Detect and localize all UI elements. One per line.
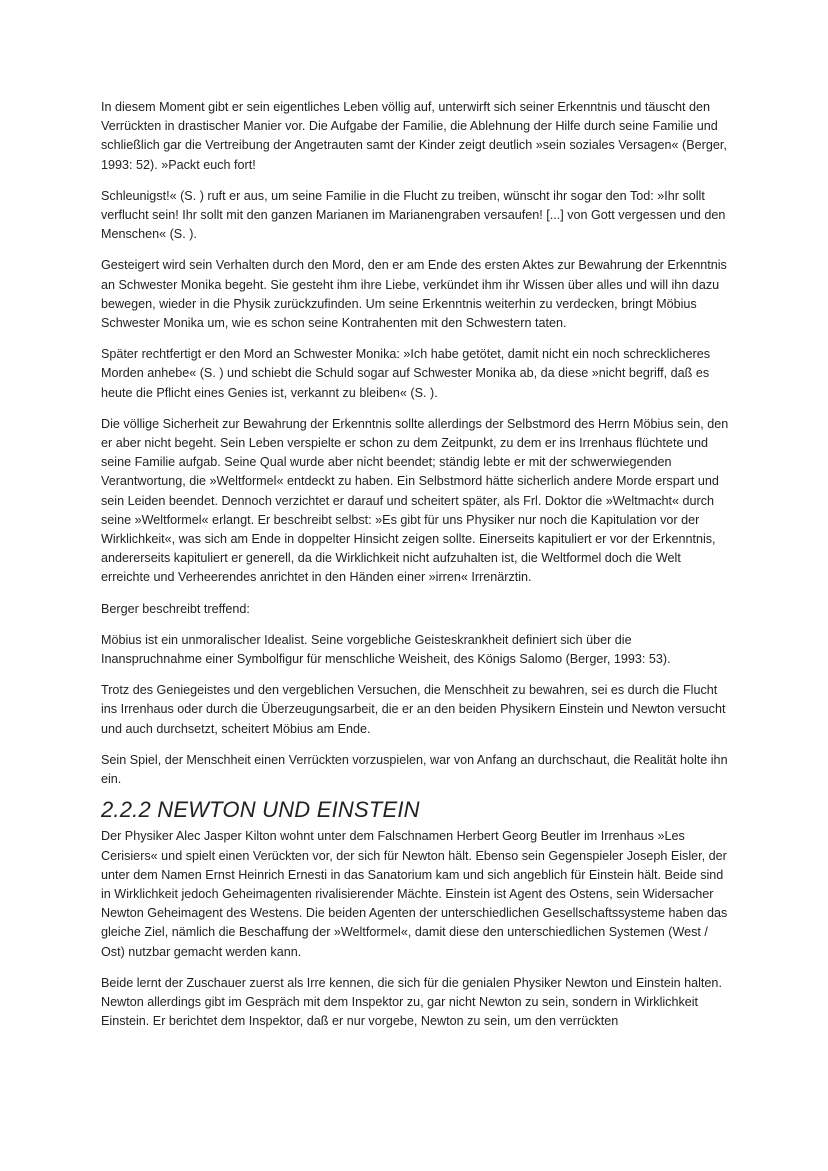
paragraph-6: Berger beschreibt treffend: [101, 601, 250, 616]
section-paragraph-1: Der Physiker Alec Jasper Kilton wohnt unter dem Falschnamen Herbert Georg Beutler im Irrenhaus »Les Cerisiers« und spielt einen Verückten vor, der sich für Newton hält. Ebenso sein Gegenspieler Joseph Eisler, der unter dem Namen Ernst Heinrich Ernesti in das Sanatorium kam und sich angeblich für Einstein hält. Beide sind in Wirklichkeit jedoch Geheimagenten rivalisierender Mächte. Einstein ist Agent des Ostens, sein Widersacher Newton Geheimagent des Westens. Die beiden Agenten der unterschiedlichen Gesellschaftssysteme haben das gleiche Ziel, nämlich die Beschaffung der »Weltformel«, damit diese den unterschiedlichen Systemen (West / Ost) nutzbar gemacht werden kann. [101, 829, 728, 959]
paragraph-5: Die völlige Sicherheit zur Bewahrung der Erkenntnis sollte allerdings der Selbstmord des Herrn Möbius sein, den er aber nicht begeht. Sein Leben verspielte er schon zu dem Zeitpunkt, zu dem er ins Irrenhaus flüchtete und seine Familie aufgab. Seine Qual wurde aber nicht beendet; ständig lebte er mit der schwerwiegenden Verantwortung, die »Weltformel« entdeckt zu haben. Ein Selbstmord hätte sicherlich andere Morde erspart und sein Leiden beendet. Dennoch verzichtet er darauf und scheitert später, als Frl. Doktor die »Weltmacht« durch seine »Weltformel« erlangt. Er beschreibt selbst: »Es gibt für uns Physiker nur noch die Kapitulation vor der Wirklichkeit«, was sich am Ende in doppelter Hinsicht zeigen sollte. Einerseits kapituliert er vor der Erkenntnis, andererseits kapituliert er generell, da die Wirklichkeit nicht aufzuhalten ist, die Weltformel doch die Welt erreichte und Verheerendes anrichtet in den Händen einer »irren« Irrenärztin. [101, 416, 729, 585]
paragraph-2: Schleunigst!« (S. ) ruft er aus, um seine Familie in die Flucht zu treiben, wünscht ihr sogar den Tod: »Ihr sollt verflucht sein! Ihr sollt mit den ganzen Marianen im Marianengraben versaufen! [...] von Gott vergessen und den Menschen« (S. ). [101, 188, 726, 242]
section-paragraph-2: Beide lernt der Zuschauer zuerst als Irre kennen, die sich für die genialen Physiker Newton und Einstein halten. Newton allerdings gibt im Gespräch mit dem Inspektor zu, gar nicht Newton zu sein, sondern in Wirklichkeit Einstein. Er berichtet dem Inspektor, daß er nur vorgebe, Newton zu sein, um den verrückten [101, 975, 722, 1029]
quote-paragraph: Möbius ist ein unmoralischer Idealist. Seine vorgebliche Geisteskrankheit definiert sich über die Inanspruchnahme einer Symbolfigur für menschliche Weisheit, des Königs Salomo (Berger, 1993: 53). [101, 632, 671, 667]
paragraph-8: Trotz des Geniegeistes und den vergeblichen Versuchen, die Menschheit zu bewahren, sei es durch die Flucht ins Irrenhaus oder durch die Überzeugungsarbeit, die er an den beiden Physikern Einstein und Newton versucht und auch durchsetzt, scheitert Möbius am Ende. [101, 683, 726, 736]
paragraph-4: Später rechtfertigt er den Mord an Schwester Monika: »Ich habe getötet, damit nicht ein noch schrecklicheres Morden anhebe« (S. ) und schiebt die Schuld sogar auf Schwester Monika ab, da diese »nicht begriff, daß es heute die Pflicht eines Genies ist, verkannt zu bleiben« (S. ). [101, 347, 711, 400]
section-heading: 2.2.2 NEWTON UND EINSTEIN [101, 797, 420, 823]
document-page [101, 98, 731, 1043]
paragraph-3: Gesteigert wird sein Verhalten durch den Mord, den er am Ende des ersten Aktes zur Bewahrung der Erkenntnis an Schwester Monika begeht. Sie gesteht ihm ihre Liebe, verkündet ihm ihr Wissen über alles und will ihn dazu bewegen, wieder in die Physik zurückzufinden. Um seine Erkenntnis weiterhin zu verdecken, bringt Möbius Schwester Monika um, wie es schon seine Kontrahenten mit den Schwestern taten. [101, 258, 727, 331]
paragraph-9: Sein Spiel, der Menschheit einen Verrückten vorzuspielen, war von Anfang an durchschaut, die Realität holte ihn ein. [101, 752, 728, 787]
paragraph-1: In diesem Moment gibt er sein eigentliches Leben völlig auf, unterwirft sich seiner Erkenntnis und täuscht den Verrückten in drastischer Manier vor. Die Aufgabe der Familie, die Ablehnung der Hilfe durch seine Familie und schließlich gar die Vertreibung der Angetrauten samt der Kinder zeigt deutlich »sein soziales Versagen« (Berger, 1993: 52). »Packt euch fort! [101, 100, 727, 172]
